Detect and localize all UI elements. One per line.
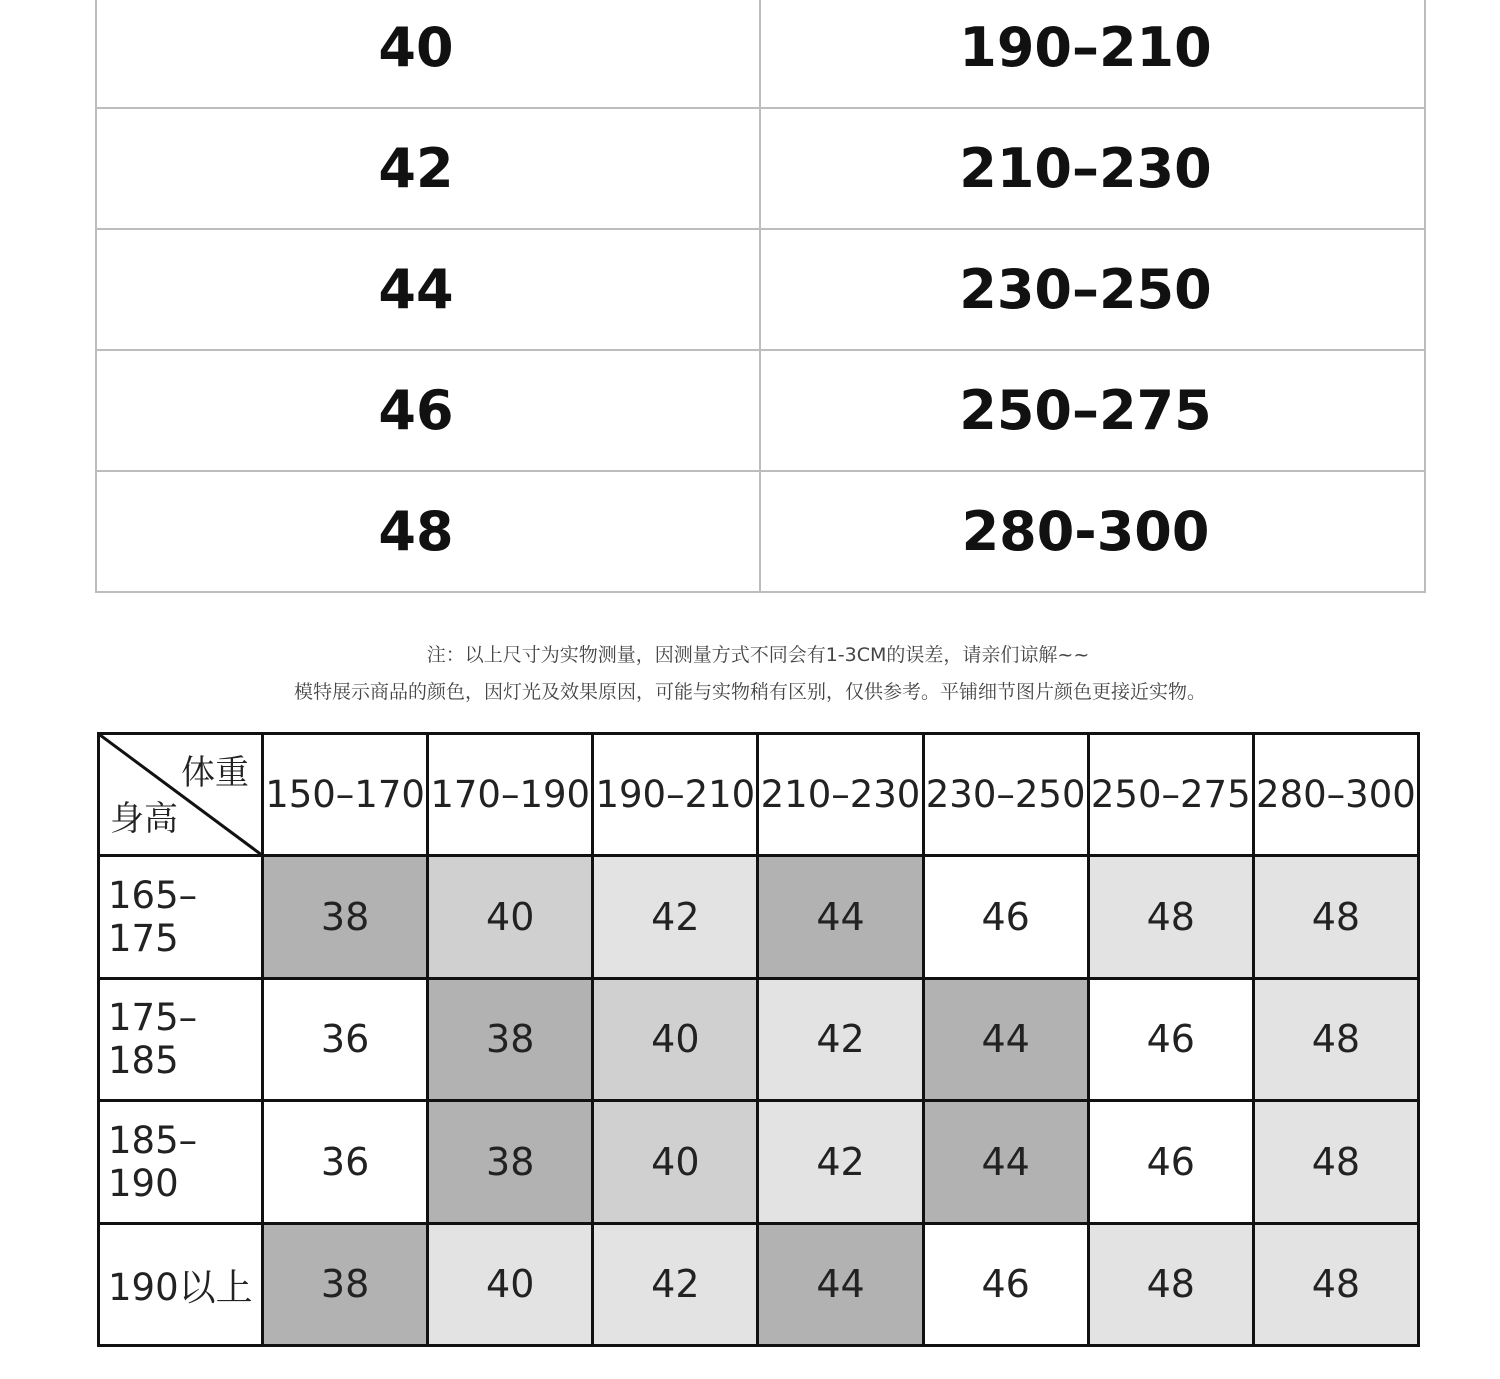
weight-cell: 190–210: [760, 0, 1425, 108]
weight-header: 250–275: [1088, 734, 1253, 856]
size-cell: 44: [923, 978, 1088, 1100]
height-axis-label: 身高: [110, 799, 178, 840]
size-cell: 44: [923, 1101, 1088, 1223]
height-header: 190以上: [99, 1223, 263, 1345]
table-row: [99, 856, 1419, 978]
size-cell: 48: [1253, 1101, 1418, 1223]
size-cell: 40: [593, 1101, 758, 1223]
size-cell: 38: [263, 1223, 428, 1345]
table-row: [96, 471, 1425, 592]
table-row: [99, 978, 1419, 1100]
size-cell: 44: [758, 1223, 923, 1345]
weight-cell: 230–250: [760, 229, 1425, 350]
size-cell: 46: [1088, 978, 1253, 1100]
size-cell: 38: [263, 856, 428, 978]
size-cell: 48: [1088, 856, 1253, 978]
weight-cell: 250–275: [760, 350, 1425, 471]
size-cell: 48: [1253, 1223, 1418, 1345]
weight-header: 210–230: [758, 734, 923, 856]
height-header: 175–185: [99, 978, 263, 1100]
size-cell: 40: [593, 978, 758, 1100]
size-cell: 42: [758, 978, 923, 1100]
weight-header: 230–250: [923, 734, 1088, 856]
table-row: [96, 229, 1425, 350]
size-cell: 46: [1088, 1101, 1253, 1223]
weight-axis-label: 体重: [181, 753, 249, 793]
size-cell: 46: [923, 856, 1088, 978]
size-cell: 46: [96, 350, 760, 471]
height-header: 165–175: [99, 856, 263, 978]
size-cell: 44: [758, 856, 923, 978]
table-row: [99, 1101, 1419, 1223]
size-cell: 42: [593, 856, 758, 978]
size-cell: 42: [593, 1223, 758, 1345]
size-cell: 36: [263, 978, 428, 1100]
size-cell: 42: [758, 1101, 923, 1223]
size-weight-table: [95, 0, 1426, 593]
size-cell: 38: [428, 978, 593, 1100]
size-cell: 42: [96, 108, 760, 229]
header-row: [99, 734, 1419, 856]
note-line-2: 模特展示商品的颜色，因灯光及效果原因，可能与实物稍有区别，仅供参考。平铺细节图片颜色更接近实物。: [293, 681, 1206, 703]
size-cell: 48: [96, 471, 760, 592]
size-cell: 46: [923, 1223, 1088, 1345]
weight-header: 170–190: [428, 734, 593, 856]
note-line-1: 注：以上尺寸为实物测量，因测量方式不同会有1-3CM的误差，请亲们谅解~~: [426, 644, 1090, 666]
weight-cell: 280-300: [760, 471, 1425, 592]
weight-header: 280–300: [1253, 734, 1418, 856]
size-cell: 36: [263, 1101, 428, 1223]
weight-cell: 210–230: [760, 108, 1425, 229]
size-chart-table: [97, 732, 1420, 1347]
size-cell: 44: [96, 229, 760, 350]
size-cell: 40: [428, 1223, 593, 1345]
size-cell: 40: [428, 856, 593, 978]
table-row: [96, 350, 1425, 471]
size-cell: 40: [96, 0, 760, 108]
size-cell: 48: [1088, 1223, 1253, 1345]
size-cell: 48: [1253, 856, 1418, 978]
measurement-notes: [0, 637, 1500, 711]
table-row: [99, 1223, 1419, 1345]
size-cell: 48: [1253, 978, 1418, 1100]
size-cell: 38: [428, 1101, 593, 1223]
weight-header: 150–170: [263, 734, 428, 856]
table-row: [96, 108, 1425, 229]
height-header: 185–190: [99, 1101, 263, 1223]
table-row: [96, 0, 1425, 108]
weight-header: 190–210: [593, 734, 758, 856]
corner-cell: [99, 734, 263, 856]
